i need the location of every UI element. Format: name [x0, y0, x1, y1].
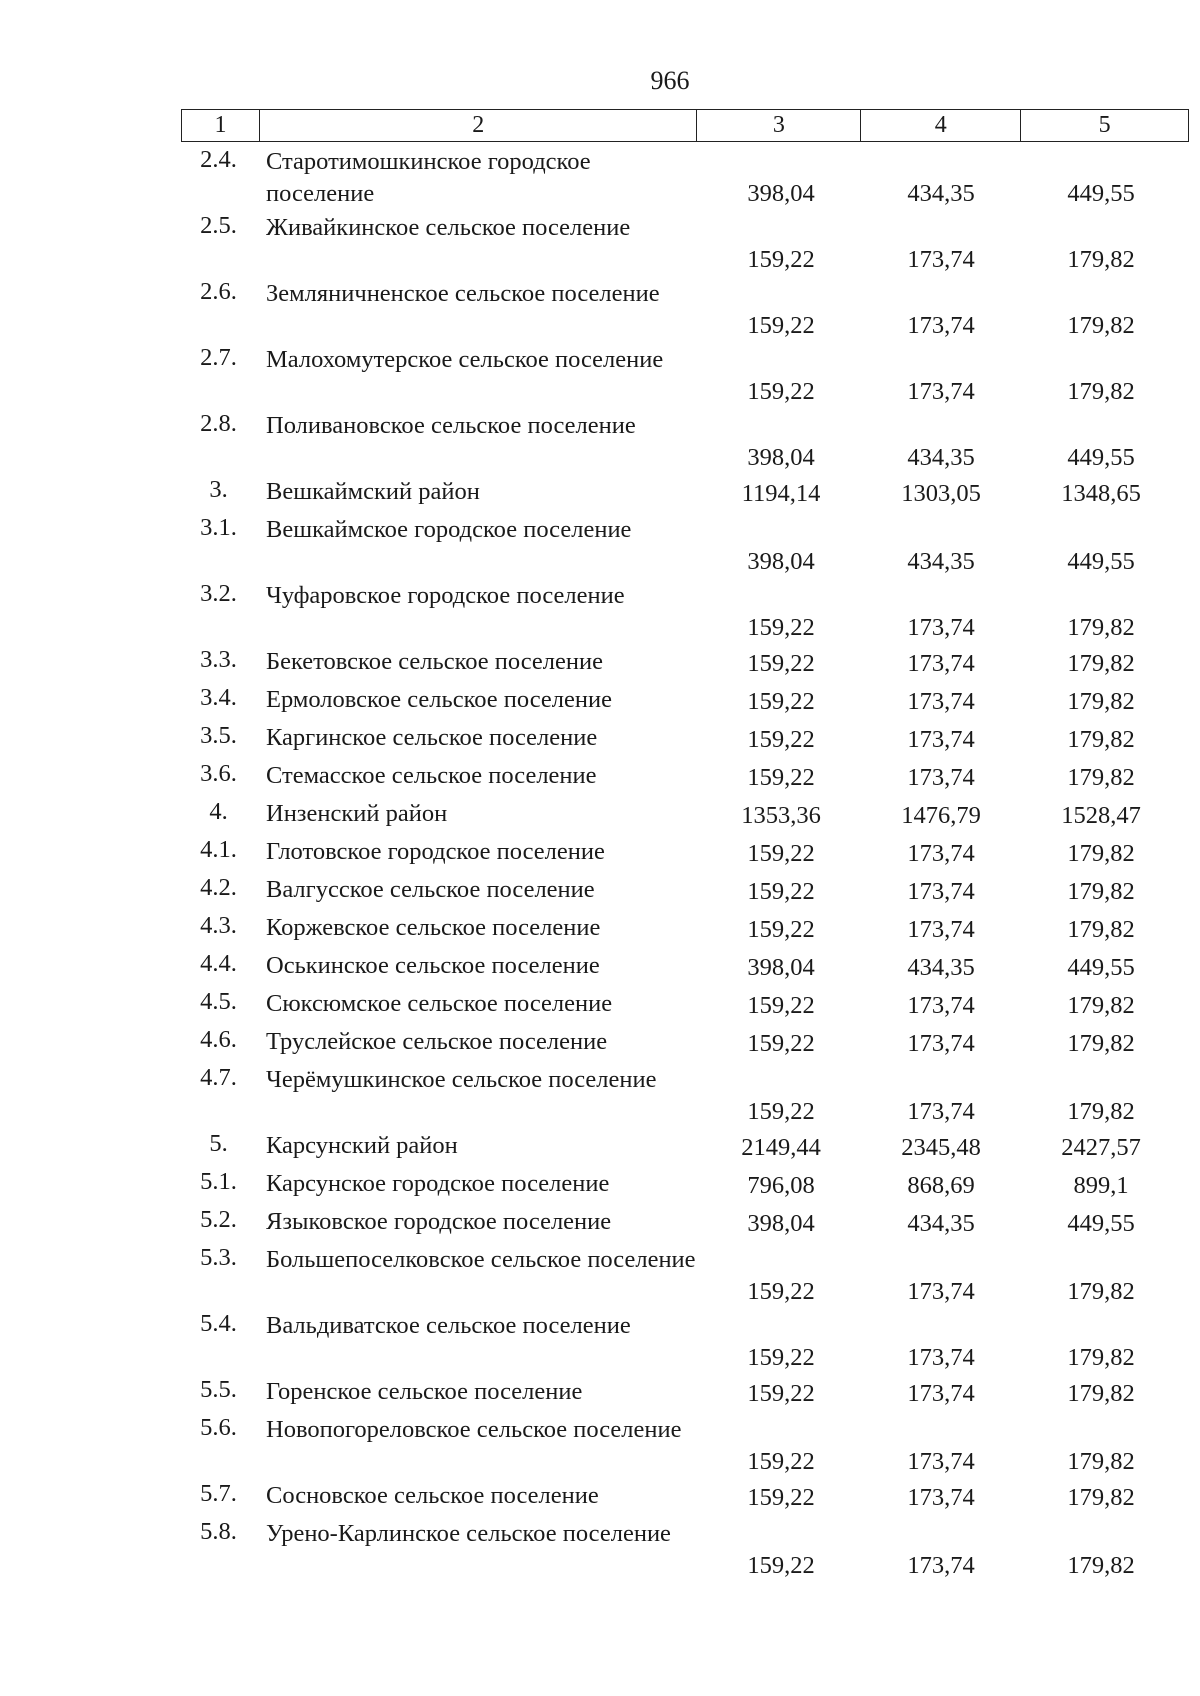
row-value-col5: 179,82 [1067, 378, 1135, 405]
row-number: 3.3. [200, 646, 237, 673]
row-name: Вальдиватское сельское поселение [266, 1312, 631, 1339]
row-value-col5: 179,82 [1067, 688, 1135, 715]
row-value-col3: 159,22 [747, 916, 815, 943]
table-header [181, 109, 1189, 142]
row-value-col5: 1348,65 [1061, 480, 1141, 507]
row-value-col4: 2345,48 [901, 1134, 981, 1161]
row-name: Чуфаровское городское поселение [266, 582, 625, 609]
row-name: Старотимошкинское городское поселение [266, 148, 591, 207]
row-number: 2.5. [200, 212, 237, 239]
row-value-col4: 868,69 [907, 1172, 975, 1199]
row-value-col4: 173,74 [907, 1484, 975, 1511]
row-value-col3: 398,04 [747, 954, 815, 981]
row-value-col3: 159,22 [747, 992, 815, 1019]
table-row [181, 1130, 1191, 1168]
row-number: 3. [209, 476, 228, 503]
row-value-col5: 179,82 [1067, 1552, 1135, 1579]
row-value-col5: 179,82 [1067, 1484, 1135, 1511]
row-value-col5: 179,82 [1067, 614, 1135, 641]
row-number: 5.5. [200, 1376, 237, 1403]
row-value-col5: 179,82 [1067, 312, 1135, 339]
row-value-col5: 449,55 [1067, 444, 1135, 471]
row-value-col3: 796,08 [747, 1172, 815, 1199]
row-value-col3: 159,22 [747, 1448, 815, 1475]
row-value-col5: 179,82 [1067, 1448, 1135, 1475]
row-number: 3.5. [200, 722, 237, 749]
row-name: Вешкаймский район [266, 478, 480, 505]
header-col-2: 2 [260, 110, 698, 141]
row-value-col3: 159,22 [747, 650, 815, 677]
row-value-col5: 179,82 [1067, 916, 1135, 943]
table-row [181, 1414, 1191, 1480]
header-col-1: 1 [182, 110, 260, 141]
row-number: 4.1. [200, 836, 237, 863]
table-row [181, 646, 1191, 684]
row-number: 3.1. [200, 514, 237, 541]
row-value-col5: 179,82 [1067, 1098, 1135, 1125]
row-value-col4: 173,74 [907, 614, 975, 641]
row-name: Урено-Карлинское сельское поселение [266, 1520, 671, 1547]
table-row [181, 684, 1191, 722]
table-row [181, 760, 1191, 798]
row-value-col5: 179,82 [1067, 992, 1135, 1019]
row-value-col5: 2427,57 [1061, 1134, 1141, 1161]
table-row [181, 1206, 1191, 1244]
row-number: 2.8. [200, 410, 237, 437]
row-value-col5: 179,82 [1067, 726, 1135, 753]
row-number: 5.1. [200, 1168, 237, 1195]
header-col-3: 3 [697, 110, 861, 141]
table-row [181, 1026, 1191, 1064]
row-value-col3: 159,22 [747, 312, 815, 339]
row-name: Сосновское сельское поселение [266, 1482, 599, 1509]
row-value-col4: 173,74 [907, 992, 975, 1019]
row-number: 3.6. [200, 760, 237, 787]
row-value-col4: 434,35 [907, 548, 975, 575]
row-name: Малохомутерское сельское поселение [266, 346, 664, 373]
row-name: Карсунское городское поселение [266, 1170, 610, 1197]
table-row [181, 146, 1191, 212]
table-row [181, 1064, 1191, 1130]
row-name: Инзенский район [266, 800, 448, 827]
row-value-col5: 179,82 [1067, 840, 1135, 867]
row-value-col5: 179,82 [1067, 764, 1135, 791]
row-value-col5: 179,82 [1067, 1344, 1135, 1371]
row-value-col4: 173,74 [907, 246, 975, 273]
row-value-col3: 159,22 [747, 764, 815, 791]
row-number: 5. [209, 1130, 228, 1157]
row-value-col4: 173,74 [907, 726, 975, 753]
row-value-col4: 173,74 [907, 1448, 975, 1475]
row-value-col4: 434,35 [907, 954, 975, 981]
row-value-col3: 398,04 [747, 548, 815, 575]
table-row [181, 410, 1191, 476]
row-value-col3: 159,22 [747, 840, 815, 867]
table-row [181, 278, 1191, 344]
table-body [181, 146, 1191, 1584]
table-row [181, 1480, 1191, 1518]
table-row [181, 1518, 1191, 1584]
header-col-4: 4 [861, 110, 1021, 141]
row-value-col4: 173,74 [907, 1344, 975, 1371]
row-value-col5: 449,55 [1067, 1210, 1135, 1237]
row-number: 3.4. [200, 684, 237, 711]
row-name: Глотовское городское поселение [266, 838, 605, 865]
row-value-col3: 159,22 [747, 1380, 815, 1407]
row-value-col5: 179,82 [1067, 650, 1135, 677]
row-name: Большепоселковское сельское поселение [266, 1246, 696, 1273]
row-name: Бекетовское сельское поселение [266, 648, 603, 675]
row-name: Сюксюмское сельское поселение [266, 990, 613, 1017]
row-value-col5: 179,82 [1067, 1380, 1135, 1407]
row-name: Вешкаймское городское поселение [266, 516, 632, 543]
row-number: 5.7. [200, 1480, 237, 1507]
row-number: 3.2. [200, 580, 237, 607]
row-name: Черёмушкинское сельское поселение [266, 1066, 657, 1093]
row-value-col4: 173,74 [907, 688, 975, 715]
row-number: 4. [209, 798, 228, 825]
row-value-col5: 179,82 [1067, 1278, 1135, 1305]
row-value-col3: 159,22 [747, 1552, 815, 1579]
row-value-col5: 449,55 [1067, 548, 1135, 575]
row-number: 2.7. [200, 344, 237, 371]
row-value-col3: 159,22 [747, 878, 815, 905]
row-value-col3: 398,04 [747, 1210, 815, 1237]
row-value-col4: 173,74 [907, 1098, 975, 1125]
table-row [181, 514, 1191, 580]
row-name: Живайкинское сельское поселение [266, 214, 631, 241]
row-value-col5: 179,82 [1067, 878, 1135, 905]
row-value-col4: 434,35 [907, 444, 975, 471]
row-value-col3: 159,22 [747, 246, 815, 273]
row-value-col4: 173,74 [907, 916, 975, 943]
row-value-col4: 173,74 [907, 312, 975, 339]
row-value-col4: 434,35 [907, 180, 975, 207]
row-name: Языковское городское поселение [266, 1208, 612, 1235]
row-number: 4.6. [200, 1026, 237, 1053]
table-row [181, 344, 1191, 410]
page-number: 966 [650, 66, 690, 95]
row-value-col3: 159,22 [747, 1484, 815, 1511]
table-row [181, 1310, 1191, 1376]
table-row [181, 836, 1191, 874]
table-row [181, 580, 1191, 646]
table-row [181, 798, 1191, 836]
table-row [181, 912, 1191, 950]
table-row [181, 476, 1191, 514]
row-value-col4: 173,74 [907, 1030, 975, 1057]
row-number: 5.2. [200, 1206, 237, 1233]
row-value-col5: 449,55 [1067, 954, 1135, 981]
table-row [181, 988, 1191, 1026]
row-value-col3: 159,22 [747, 1030, 815, 1057]
row-value-col3: 159,22 [747, 614, 815, 641]
row-number: 4.7. [200, 1064, 237, 1091]
row-value-col5: 179,82 [1067, 246, 1135, 273]
table-row [181, 1376, 1191, 1414]
row-number: 5.3. [200, 1244, 237, 1271]
row-number: 4.4. [200, 950, 237, 977]
row-value-col5: 899,1 [1073, 1172, 1129, 1199]
row-value-col4: 1303,05 [901, 480, 981, 507]
row-number: 4.5. [200, 988, 237, 1015]
row-value-col4: 173,74 [907, 1278, 975, 1305]
row-value-col3: 159,22 [747, 726, 815, 753]
row-value-col3: 159,22 [747, 1278, 815, 1305]
header-col-5: 5 [1098, 112, 1111, 138]
row-value-col4: 173,74 [907, 1552, 975, 1579]
row-number: 5.4. [200, 1310, 237, 1337]
table-row [181, 1244, 1191, 1310]
table-row [181, 212, 1191, 278]
row-number: 5.8. [200, 1518, 237, 1545]
row-value-col3: 1194,14 [741, 480, 821, 507]
row-value-col4: 173,74 [907, 378, 975, 405]
row-name: Коржевское сельское поселение [266, 914, 601, 941]
row-number: 4.2. [200, 874, 237, 901]
row-name: Горенское сельское поселение [266, 1378, 583, 1405]
row-name: Земляничненское сельское поселение [266, 280, 660, 307]
row-name: Каргинское сельское поселение [266, 724, 598, 751]
row-value-col5: 179,82 [1067, 1030, 1135, 1057]
row-value-col4: 173,74 [907, 650, 975, 677]
row-value-col5: 449,55 [1067, 180, 1135, 207]
row-name: Ермоловское сельское поселение [266, 686, 613, 713]
row-value-col4: 434,35 [907, 1210, 975, 1237]
table-row [181, 1168, 1191, 1206]
row-value-col3: 398,04 [747, 444, 815, 471]
row-value-col4: 173,74 [907, 840, 975, 867]
row-value-col4: 1476,79 [901, 802, 981, 829]
row-value-col3: 159,22 [747, 688, 815, 715]
row-value-col5: 1528,47 [1061, 802, 1141, 829]
row-value-col3: 159,22 [747, 1344, 815, 1371]
row-name: Поливановское сельское поселение [266, 412, 636, 439]
row-value-col4: 173,74 [907, 878, 975, 905]
row-value-col4: 173,74 [907, 1380, 975, 1407]
row-number: 2.6. [200, 278, 237, 305]
row-name: Карсунский район [266, 1132, 458, 1159]
row-name: Новопогореловское сельское поселение [266, 1416, 682, 1443]
row-value-col3: 398,04 [747, 180, 815, 207]
row-value-col3: 1353,36 [741, 802, 821, 829]
row-value-col3: 159,22 [747, 378, 815, 405]
row-value-col4: 173,74 [907, 764, 975, 791]
table-row [181, 722, 1191, 760]
row-number: 4.3. [200, 912, 237, 939]
row-value-col3: 159,22 [747, 1098, 815, 1125]
table-row [181, 874, 1191, 912]
row-number: 2.4. [200, 146, 237, 173]
table-row [181, 950, 1191, 988]
row-name: Валгусское сельское поселение [266, 876, 595, 903]
row-name: Труслейское сельское поселение [266, 1028, 608, 1055]
row-name: Оськинское сельское поселение [266, 952, 600, 979]
row-number: 5.6. [200, 1414, 237, 1441]
row-name: Стемасское сельское поселение [266, 762, 597, 789]
row-value-col3: 2149,44 [741, 1134, 821, 1161]
